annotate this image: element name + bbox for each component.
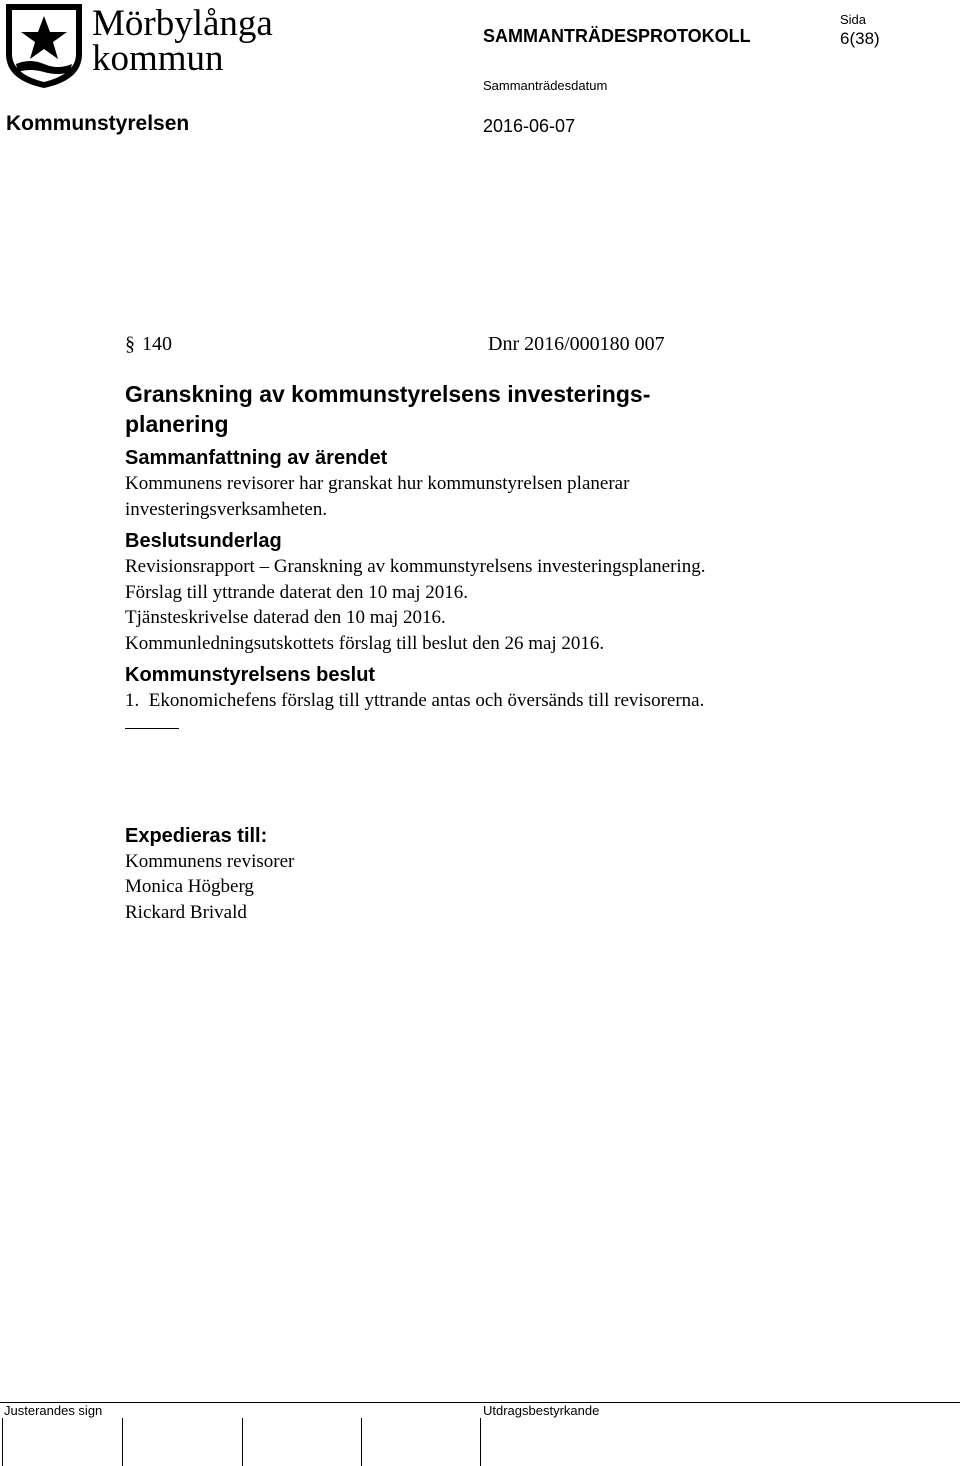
section-title-line-1: Granskning av kommunstyrelsens investerings-	[125, 381, 651, 407]
basis-heading: Beslutsunderlag	[125, 530, 282, 552]
signature-box-divider	[122, 1418, 123, 1466]
basis-item: Revisionsrapport – Granskning av kommunstyrelsens investeringsplanering.	[125, 556, 706, 577]
justering-label: Justerandes sign	[4, 1403, 103, 1418]
section-number: 140	[142, 333, 172, 355]
paragraph-sign: §	[125, 333, 135, 355]
diary-number: Dnr 2016/000180 007	[488, 333, 665, 355]
summary-line-1: Kommunens revisorer har granskat hur kommunstyrelsen planerar	[125, 473, 630, 494]
footer-top-rule	[0, 1402, 960, 1403]
decision-item: 1. Ekonomichefens förslag till yttrande antas och översänds till revisorerna.	[125, 690, 705, 711]
distribution-heading: Expedieras till:	[125, 824, 268, 847]
distribution-list	[125, 849, 945, 926]
signature-box-divider	[2, 1418, 3, 1466]
meeting-date: 2016-06-07	[483, 116, 576, 136]
section-title-line-2: planering	[125, 411, 229, 437]
signature-footer	[0, 1400, 960, 1466]
basis-list	[125, 554, 945, 656]
coat-of-arms-icon	[4, 2, 84, 90]
summary-heading: Sammanfattning av ärendet	[125, 447, 388, 469]
recipient: Monica Högberg	[125, 876, 254, 897]
recipient: Rickard Brivald	[125, 901, 247, 923]
document-type: SAMMANTRÄDESPROTOKOLL	[483, 26, 751, 46]
recipient: Kommunens revisorer	[125, 850, 295, 872]
meeting-date-caption: Sammanträdesdatum	[483, 78, 608, 93]
page-number: 6(38)	[840, 29, 880, 48]
signature-box-divider	[480, 1418, 481, 1466]
section-line	[125, 333, 945, 361]
organization-name: Kommunstyrelsen	[6, 112, 190, 135]
logo-line-1: Mörbylånga	[92, 3, 273, 44]
basis-item: Tjänsteskrivelse daterad den 10 maj 2016.	[125, 607, 446, 628]
decision-heading: Kommunstyrelsens beslut	[125, 664, 376, 686]
signature-box-divider	[242, 1418, 243, 1466]
summary-text	[125, 471, 945, 522]
protocol-section	[125, 333, 945, 925]
section-end-rule	[125, 728, 179, 729]
basis-item: Kommunledningsutskottets förslag till beslut den 26 maj 2016.	[125, 632, 605, 654]
signature-box-divider	[361, 1418, 362, 1466]
page-caption: Sida	[840, 12, 867, 27]
logo-line-2: kommun	[92, 38, 224, 79]
municipality-logo	[4, 2, 274, 90]
utdrag-label: Utdragsbestyrkande	[483, 1403, 600, 1418]
section-title	[125, 379, 945, 439]
summary-line-2: investeringsverksamheten.	[125, 498, 328, 520]
basis-item: Förslag till yttrande daterat den 10 maj 2016.	[125, 581, 468, 603]
